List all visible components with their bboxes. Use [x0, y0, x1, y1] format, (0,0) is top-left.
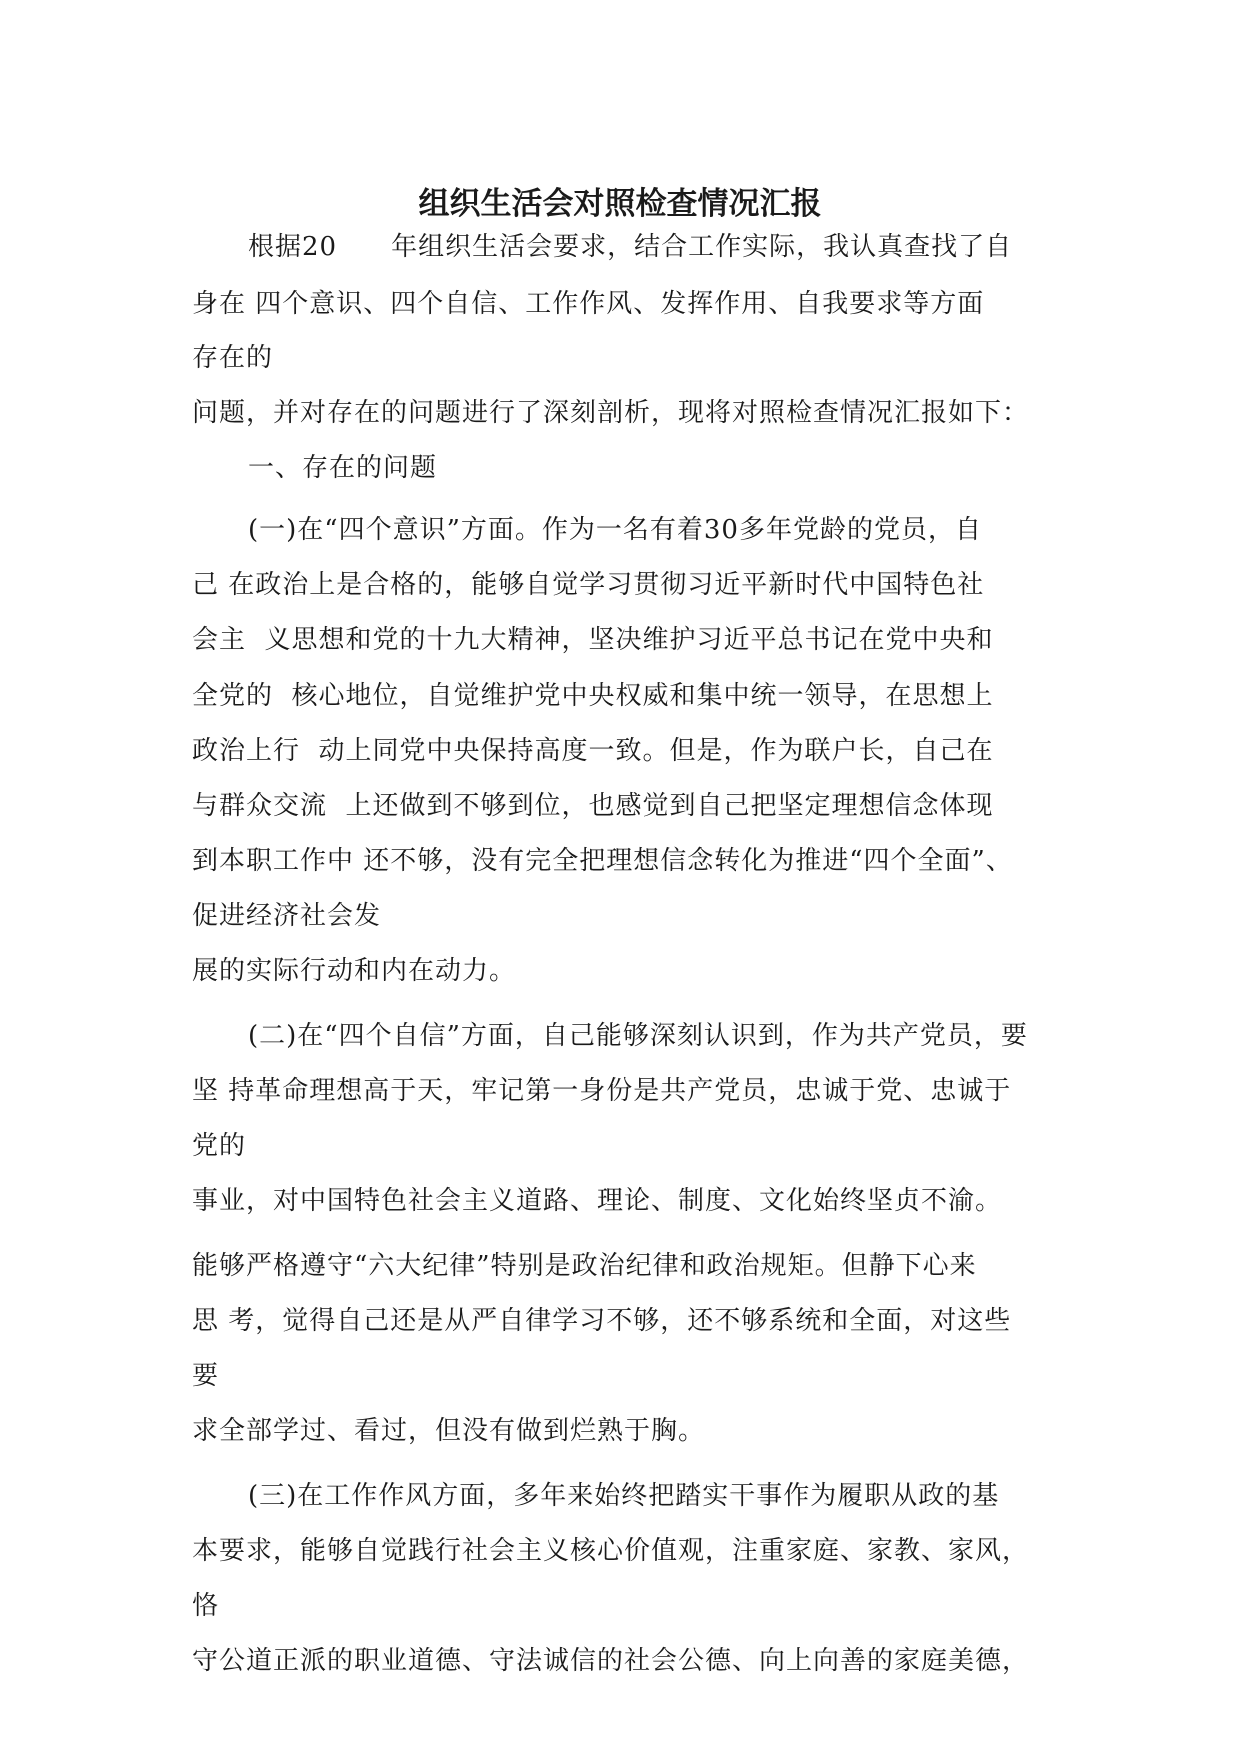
body-line: 身在 四个意识、四个自信、工作作风、发挥作用、自我要求等方面 — [192, 289, 985, 319]
body-line: 到本职工作中 还不够，没有完全把理想信念转化为推进“四个全面”、 — [192, 846, 1013, 876]
body-line: 根据20 年组织生活会要求，结合工作实际，我认真查找了自 — [248, 232, 1013, 262]
body-line: 问题，并对存在的问题进行了深刻剖析，现将对照检查情况汇报如下： — [192, 398, 1030, 428]
body-line: (三)在工作作风方面，多年来始终把踏实干事作为履职从政的基 — [248, 1481, 1000, 1511]
body-line: 坚 持革命理想高于天，牢记第一身份是共产党员，忠诚于党、忠诚于 — [192, 1076, 1012, 1106]
body-line: 与群众交流 上还做到不够到位，也感觉到自己把坚定理想信念体现 — [192, 791, 994, 821]
body-line: 守公道正派的职业道德、守法诚信的社会公德、向上向善的家庭美德， — [192, 1646, 1030, 1676]
body-line: 要 — [192, 1361, 220, 1391]
body-line: 全党的 核心地位，自觉维护党中央权威和集中统一领导，在思想上 — [192, 681, 994, 711]
body-line: 党的 — [192, 1131, 247, 1161]
body-line: 促进经济社会发 — [192, 901, 382, 931]
body-line: 事业，对中国特色社会主义道路、理论、制度、文化始终坚贞不渝。 — [192, 1186, 1003, 1216]
section-heading: 一、存在的问题 — [248, 453, 438, 483]
body-line: 展的实际行动和内在动力。 — [192, 956, 517, 986]
body-line: 本要求，能够自觉践行社会主义核心价值观，注重家庭、家教、家风， — [192, 1536, 1030, 1566]
body-line: 能够严格遵守“六大纪律”特别是政治纪律和政治规矩。但静下心来 — [192, 1251, 977, 1281]
body-line: 政治上行 动上同党中央保持高度一致。但是，作为联户长，自己在 — [192, 736, 994, 766]
body-line: 己 在政治上是合格的，能够自觉学习贯彻习近平新时代中国特色社 — [192, 570, 985, 600]
body-line: 思 考，觉得自己还是从严自律学习不够，还不够系统和全面，对这些 — [192, 1306, 1012, 1336]
body-line: (二)在“四个自信”方面，自己能够深刻认识到，作为共产党员，要 — [248, 1021, 1028, 1051]
body-line: 求全部学过、看过，但没有做到烂熟于胸。 — [192, 1416, 706, 1446]
body-line: 会主 义思想和党的十九大精神，坚决维护习近平总书记在党中央和 — [192, 625, 994, 655]
body-line: (一)在“四个意识”方面。作为一名有着30多年党龄的党员，自 — [248, 515, 982, 545]
document-title: 组织生活会对照检查情况汇报 — [418, 186, 822, 222]
body-line: 存在的 — [192, 343, 274, 373]
body-line: 恪 — [192, 1591, 220, 1621]
